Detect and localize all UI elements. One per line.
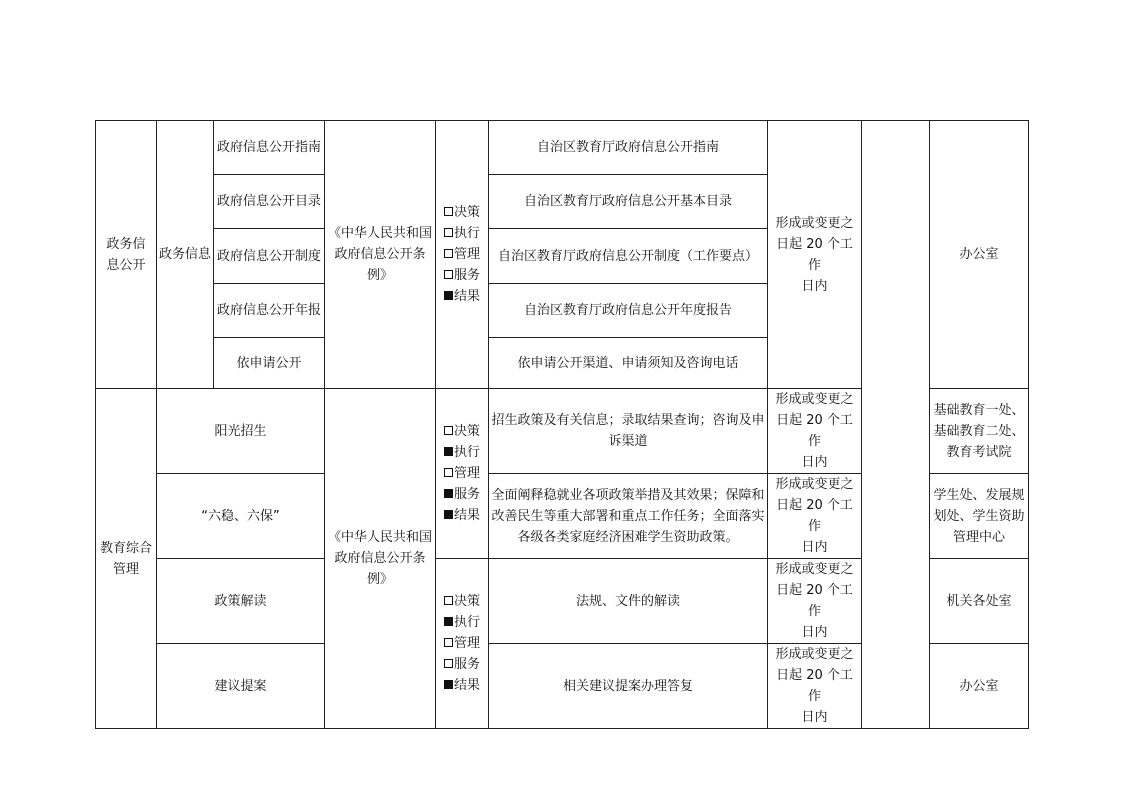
item-cell: 阳光招生: [157, 389, 325, 474]
stage-option-label: 执行: [453, 615, 480, 630]
checked-box-icon: [444, 489, 453, 498]
content-cell: 自治区教育厅政府信息公开年度报告: [489, 284, 768, 338]
stage-option: [444, 463, 480, 484]
stage-option: [444, 484, 480, 505]
department-cell: 办公室: [930, 121, 1029, 389]
unchecked-box-icon: [444, 638, 453, 647]
time-limit-cell: 形成或变更之 日起 20 个工作 日内: [768, 559, 862, 644]
stage-option-label: 结果: [453, 678, 480, 693]
stage-option: [444, 505, 480, 526]
unchecked-box-icon: [444, 249, 453, 258]
stage-option: [444, 591, 480, 612]
stage-option-label: 管理: [453, 466, 480, 481]
unchecked-box-icon: [444, 468, 453, 477]
stage-option-label: 服务: [453, 487, 480, 502]
stage-option-label: 管理: [453, 247, 480, 262]
department-cell: 办公室: [930, 644, 1029, 729]
stage-option-label: 结果: [453, 289, 480, 304]
stage-option: [444, 202, 480, 223]
stage-option-label: 服务: [453, 268, 480, 283]
checked-box-icon: [444, 291, 453, 300]
unchecked-box-icon: [444, 596, 453, 605]
stage-option-label: 结果: [453, 508, 480, 523]
stage-option-label: 决策: [453, 594, 480, 609]
unchecked-box-icon: [444, 228, 453, 237]
item-cell: 政策解读: [157, 559, 325, 644]
checked-box-icon: [444, 680, 453, 689]
basis-cell: 《中华人民共和国 政府信息公开条 例》: [325, 389, 436, 729]
content-cell: 招生政策及有关信息；录取结果查询；咨询及申 诉渠道: [489, 389, 768, 474]
stage-option-label: 执行: [453, 226, 480, 241]
stage-option: [444, 633, 480, 654]
time-limit-cell: 形成或变更之 日起 20 个工作 日内: [768, 389, 862, 474]
unchecked-box-icon: [444, 207, 453, 216]
checked-box-icon: [444, 447, 453, 456]
item-cell: 依申请公开: [214, 338, 325, 389]
content-cell: 依申请公开渠道、申请须知及咨询电话: [489, 338, 768, 389]
stage-option: [444, 442, 480, 463]
item-cell: 政府信息公开年报: [214, 284, 325, 338]
stage-option-label: 决策: [453, 424, 480, 439]
content-cell: 相关建议提案办理答复: [489, 644, 768, 729]
stage-option: [444, 421, 480, 442]
item-cell: 政府信息公开目录: [214, 175, 325, 229]
category-cell: 教育综合 管理: [96, 389, 157, 729]
basis-cell: 《中华人民共和国 政府信息公开条 例》: [325, 121, 436, 389]
content-cell: 自治区教育厅政府信息公开制度（工作要点）: [489, 229, 768, 284]
time-limit-cell: 形成或变更之 日起 20 个工作 日内: [768, 474, 862, 559]
subcategory-cell: 政务信息: [157, 121, 214, 389]
stage-option-label: 执行: [453, 445, 480, 460]
item-cell: 政府信息公开指南: [214, 121, 325, 175]
content-cell: 法规、文件的解读: [489, 559, 768, 644]
stage-option-label: 决策: [453, 205, 480, 220]
checked-box-icon: [444, 617, 453, 626]
department-cell: 学生处、发展规 划处、学生资助 管理中心: [930, 474, 1029, 559]
item-cell: 建议提案: [157, 644, 325, 729]
stage-option: [444, 654, 480, 675]
stage-checklist: [436, 389, 489, 559]
content-cell: 自治区教育厅政府信息公开基本目录: [489, 175, 768, 229]
stage-option-label: 服务: [453, 657, 480, 672]
content-cell: 全面阐释稳就业各项政策举措及其效果；保障和 改善民生等重大部署和重点工作任务；全面落实 各级各类家庭经济困难学生资助政策。: [489, 474, 768, 559]
stage-option: [444, 286, 480, 307]
category-cell: 政务信 息公开: [96, 121, 157, 389]
content-cell: 自治区教育厅政府信息公开指南: [489, 121, 768, 175]
table-row: [96, 121, 1029, 175]
item-cell: 政府信息公开制度: [214, 229, 325, 284]
disclosure-table: [95, 120, 1029, 729]
time-limit-cell: 形成或变更之 日起 20 个工作 日内: [768, 121, 862, 389]
blank-cell: [862, 121, 930, 729]
checked-box-icon: [444, 510, 453, 519]
unchecked-box-icon: [444, 659, 453, 668]
stage-option-label: 管理: [453, 636, 480, 651]
department-cell: 基础教育一处、 基础教育二处、 教育考试院: [930, 389, 1029, 474]
time-limit-cell: 形成或变更之 日起 20 个工作 日内: [768, 644, 862, 729]
stage-option: [444, 265, 480, 286]
stage-checklist: [436, 121, 489, 389]
unchecked-box-icon: [444, 426, 453, 435]
department-cell: 机关各处室: [930, 559, 1029, 644]
stage-option: [444, 223, 480, 244]
unchecked-box-icon: [444, 270, 453, 279]
stage-option: [444, 675, 480, 696]
stage-option: [444, 612, 480, 633]
stage-option: [444, 244, 480, 265]
stage-checklist: [436, 559, 489, 729]
item-cell: “六稳、六保”: [157, 474, 325, 559]
